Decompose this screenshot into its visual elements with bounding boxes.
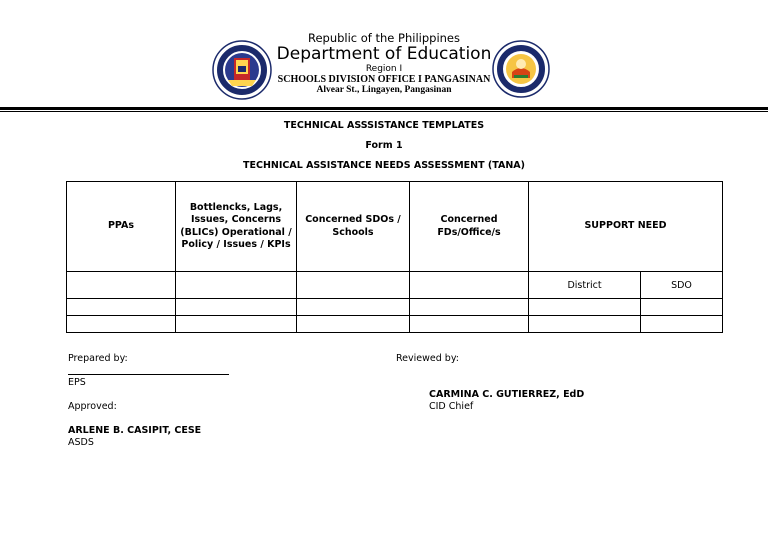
table-cell[interactable] <box>297 272 410 299</box>
table-cell[interactable] <box>297 299 410 316</box>
prepared-role: EPS <box>68 377 86 388</box>
signature-line <box>68 374 229 375</box>
table-header-row <box>67 182 723 272</box>
table-cell[interactable] <box>529 299 641 316</box>
header-divider <box>0 107 768 110</box>
table-cell[interactable] <box>410 316 529 333</box>
table-cell[interactable] <box>641 299 723 316</box>
reviewer-name: CARMINA C. GUTIERREZ, EdD <box>429 389 585 400</box>
table-cell[interactable] <box>529 316 641 333</box>
document-title: TECHNICAL ASSSISTANCE TEMPLATES <box>283 120 485 131</box>
subheader-district: District <box>529 272 641 299</box>
reviewed-by-label: Reviewed by: <box>396 353 459 364</box>
address-line: Alvear St., Lingayen, Pangasinan <box>316 85 452 95</box>
table-cell[interactable] <box>176 316 297 333</box>
col-header-ppas: PPAs <box>67 182 176 272</box>
table-cell[interactable] <box>67 299 176 316</box>
header-divider-thin <box>0 111 768 112</box>
table-subheader-row <box>67 272 723 299</box>
col-header-support-need: SUPPORT NEED <box>529 182 723 272</box>
approver-role: ASDS <box>68 437 94 448</box>
division-line: SCHOOLS DIVISION OFFICE I PANGASINAN <box>277 74 491 85</box>
form-title: TECHNICAL ASSISTANCE NEEDS ASSESSMENT (TANA) <box>243 160 525 171</box>
col-header-sdos-schools: Concerned SDOs / Schools <box>297 182 410 272</box>
subheader-sdo: SDO <box>641 272 723 299</box>
table-cell[interactable] <box>176 299 297 316</box>
table-cell[interactable] <box>410 272 529 299</box>
tana-table <box>66 181 723 333</box>
table-cell[interactable] <box>176 272 297 299</box>
approved-label: Approved: <box>68 401 117 412</box>
region-line: Region I <box>365 64 403 74</box>
table-row <box>67 316 723 333</box>
approver-name: ARLENE B. CASIPIT, CESE <box>68 425 202 436</box>
department-title: Department of Education <box>276 44 492 64</box>
republic-line: Republic of the Philippines <box>307 31 461 45</box>
form-number: Form 1 <box>365 140 403 151</box>
table-cell[interactable] <box>297 316 410 333</box>
col-header-blics: Bottlencks, Lags, Issues, Concerns (BLICs) Operational / Policy / Issues / KPIs <box>176 182 297 272</box>
table-cell[interactable] <box>410 299 529 316</box>
table-cell[interactable] <box>67 316 176 333</box>
table-row <box>67 299 723 316</box>
prepared-by-label: Prepared by: <box>68 353 128 364</box>
col-header-fds-offices: Concerned FDs/Office/s <box>410 182 529 272</box>
table-cell[interactable] <box>641 316 723 333</box>
letterhead <box>0 0 768 112</box>
reviewer-role: CID Chief <box>429 401 474 412</box>
table-cell[interactable] <box>67 272 176 299</box>
